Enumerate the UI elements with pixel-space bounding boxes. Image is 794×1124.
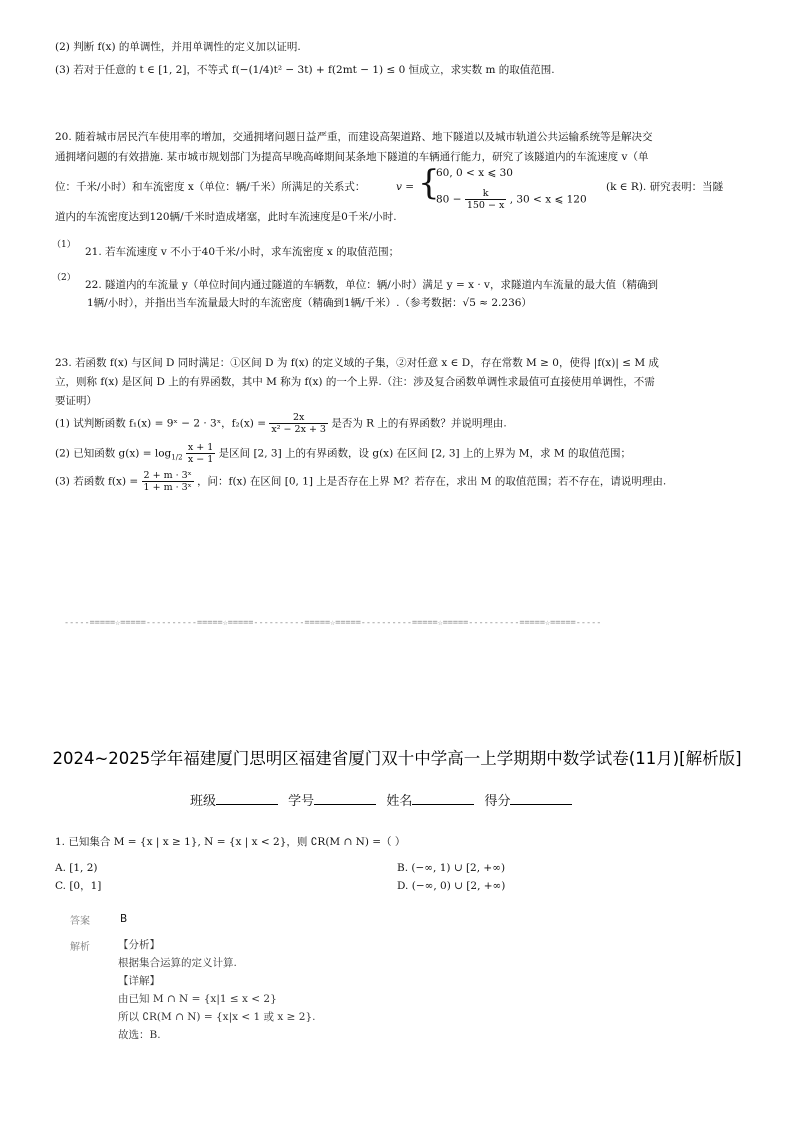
class-label: 班级 xyxy=(190,794,217,809)
analysis-line1: 【分析】 xyxy=(118,939,160,951)
q20-intro-line3: 位：千米/小时）和车流密度 x（单位：辆/千米）所满足的关系式： xyxy=(55,181,366,193)
class-field[interactable] xyxy=(216,792,278,805)
q23-part1-a: (1) 试判断函数 f₁(x) = 9ˣ − 2 · 3ˣ，f₂(x) = xyxy=(55,417,267,430)
q23-part2-a: (2) 已知函数 g(x) = log xyxy=(55,447,172,460)
q1-stem: 1. 已知集合 M = {x | x ≥ 1}, N = {x | x < 2}，则 ∁R(M ∩ N) =（ ） xyxy=(55,836,406,848)
q23-p3-denominator: 1 + m · 3ˣ xyxy=(143,482,192,493)
q23-p3-numerator: 2 + m · 3ˣ xyxy=(143,470,192,481)
exam-title: 2024~2025学年福建厦门思明区福建省厦门双十中学高一上学期期中数学试卷(11月)[解析版] xyxy=(52,749,742,768)
q20-case2-fraction xyxy=(465,188,507,211)
q20-frac-numerator: k xyxy=(465,188,507,200)
q20-sub2-line2: 1辆/小时），并指出当车流量最大时的车流密度（精确到1辆/千米）.（参考数据：√5 ≈ 2.236） xyxy=(87,297,532,309)
q23-part2 xyxy=(55,442,631,465)
analysis-line4: 由已知 M ∩ N = {x|1 ≤ x < 2} xyxy=(118,993,277,1005)
q23-part2-fraction xyxy=(186,442,215,465)
q1-option-d[interactable]: D. (−∞, 0) ∪ [2, +∞) xyxy=(397,880,506,892)
analysis-label: 解析 xyxy=(70,942,90,953)
name-label: 姓名 xyxy=(386,794,413,809)
q23-p2-denominator: x − 1 xyxy=(187,454,214,465)
q20-k-condition: (k ∈ R). 研究表明：当隧 xyxy=(606,181,724,193)
q19-part3 xyxy=(55,63,555,77)
q1-option-c[interactable]: C. [0，1] xyxy=(55,880,102,892)
q19-part3-a: (3) 若对于任意的 t ∈ [1, 2]，不等式 f xyxy=(55,64,236,76)
analysis-line6: 故选：B. xyxy=(118,1029,161,1041)
q20-case2-post: , 30 < x ⩽ 120 xyxy=(509,193,587,206)
piecewise-brace: { xyxy=(418,163,440,203)
q23-line2: 立，则称 f(x) 是区间 D 上的有界函数，其中 M 称为 f(x) 的一个上界.（注：涉及复合函数单调性求最值可直接使用单调性，不需 xyxy=(55,376,655,388)
analysis-line3: 【详解】 xyxy=(118,975,160,987)
q20-intro-line1: 20. 随着城市居民汽车使用率的增加，交通拥堵问题日益严重，而建设高架道路、地下隧道以及城市轨道公共运输系统等是解决交 xyxy=(55,131,653,143)
q23-part1-b: 是否为 R 上的有界函数？并说明理由. xyxy=(331,417,507,430)
q19-part2: (2) 判断 f(x) 的单调性，并用单调性的定义加以证明. xyxy=(55,41,301,53)
q20-intro-line2: 通拥堵问题的有效措施. 某市城市规划部门为提高早晚高峰期间某条地下隧道的车辆通行能力，研究了该隧道内的车流速度 v（单 xyxy=(55,151,649,163)
score-field[interactable] xyxy=(510,792,572,805)
q20-v-equals: v = xyxy=(396,181,415,193)
q23-p1-numerator: 2x xyxy=(269,412,328,424)
name-field[interactable] xyxy=(412,792,474,805)
q20-case2 xyxy=(436,188,587,211)
q23-p1-denominator: x² − 2x + 3 xyxy=(271,424,326,435)
q19-part3-b: (−(1/4)t² − 3t) + f(2mt − 1) ≤ 0 恒成立，求实数 m 的取值范围. xyxy=(235,64,555,76)
q20-case1: 60, 0 < x ⩽ 30 xyxy=(436,167,513,179)
q23-part2-b: 是区间 [2, 3] 上的有界函数，设 g(x) 在区间 [2, 3] 上的上界为 M，求 M 的取值范围； xyxy=(218,447,631,460)
q20-intro-line4: 道内的车流密度达到120辆/千米时造成堵塞，此时车流速度是0千米/小时. xyxy=(55,211,397,223)
section-separator: -----=====☆=====----------=====☆=====----------=====☆=====----------=====☆=====----------=====☆=====----- xyxy=(64,618,602,628)
analysis-line2: 根据集合运算的定义计算. xyxy=(118,957,237,969)
q1-option-b[interactable]: B. (−∞, 1) ∪ [2, +∞) xyxy=(397,862,506,874)
analysis-line5: 所以 ∁R(M ∩ N) = {x|x < 1 或 x ≥ 2}. xyxy=(118,1011,316,1023)
q23-part1-fraction xyxy=(269,412,328,435)
q20-case2-pre: 80 − xyxy=(436,193,462,206)
q23-part3-b: ，问：f(x) 在区间 [0, 1] 上是否存在上界 M？若存在，求出 M 的取值范围；若不存在，请说明理由. xyxy=(197,475,667,488)
q23-line3: 要证明） xyxy=(55,395,97,407)
student-info-fields xyxy=(190,790,578,809)
q1-option-a[interactable]: A. [1, 2) xyxy=(55,862,98,874)
q23-log-base: 1/2 xyxy=(171,453,183,462)
q20-sub1-text: 21. 若车流速度 v 不小于40千米/小时，求车流密度 x 的取值范围； xyxy=(85,246,400,258)
answer-label: 答案 xyxy=(70,916,90,927)
q23-part3-a: (3) 若函数 f(x) = xyxy=(55,475,139,488)
score-label: 得分 xyxy=(484,794,511,809)
q20-frac-denominator: 150 − x xyxy=(466,200,505,211)
q20-sub2-line1: 22. 隧道内的车流量 y（单位时间内通过隧道的车辆数，单位：辆/小时）满足 y = x · v，求隧道内车流量的最大值（精确到 xyxy=(85,279,658,291)
number-field[interactable] xyxy=(314,792,376,805)
q23-part3 xyxy=(55,470,666,493)
q20-sub2-tag: （2） xyxy=(52,273,76,283)
q23-p2-numerator: x + 1 xyxy=(187,442,214,453)
q20-sub1-tag: （1） xyxy=(52,240,76,250)
q23-line1: 23. 若函数 f(x) 与区间 D 同时满足：①区间 D 为 f(x) 的定义域的子集，②对任意 x ∈ D，存在常数 M ≥ 0，使得 |f(x)| ≤ M 成 xyxy=(55,357,659,369)
q23-part1 xyxy=(55,412,507,435)
q23-part3-fraction xyxy=(142,470,194,493)
answer-value: B xyxy=(120,913,128,925)
number-label: 学号 xyxy=(288,794,315,809)
